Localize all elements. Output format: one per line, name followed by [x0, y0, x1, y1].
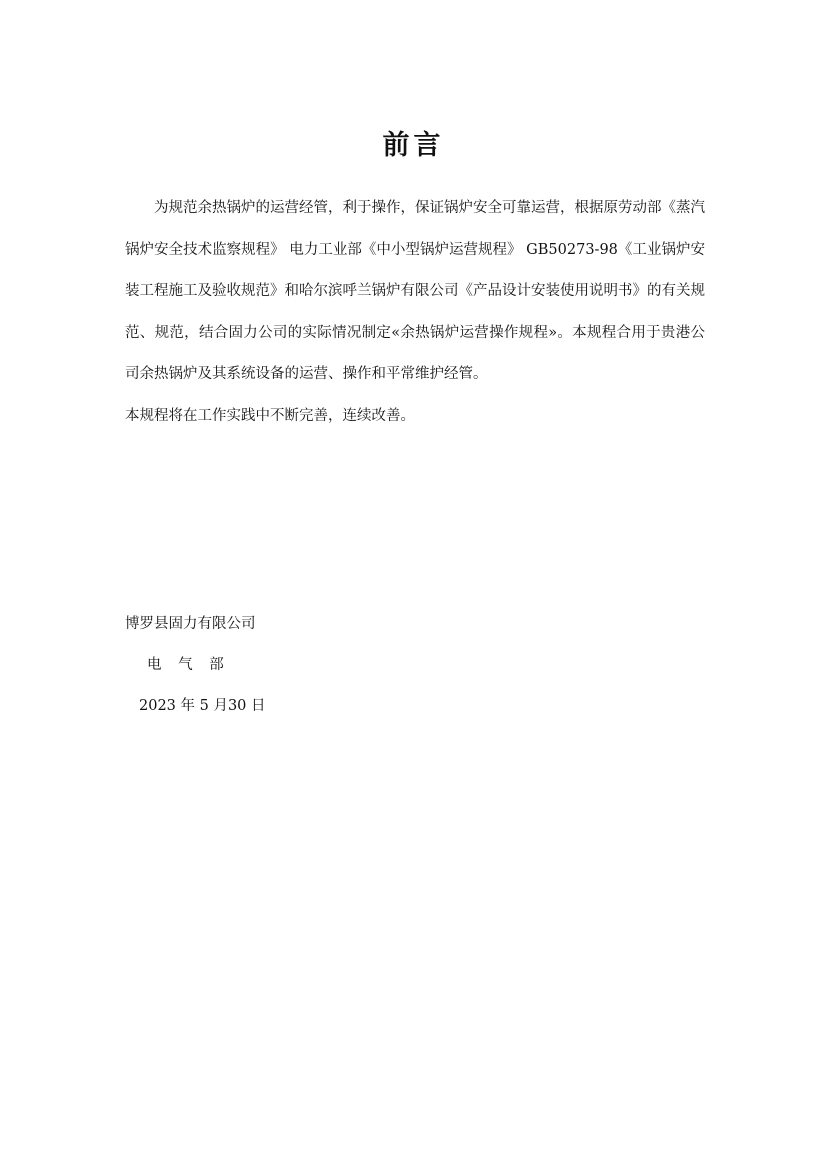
preface-body [125, 188, 705, 437]
signature-department: 电 气 部 [147, 657, 230, 673]
signature-date: 2023 年 5 月30 日 [139, 698, 266, 714]
paragraph-main: 为规范余热锅炉的运营经管，利于操作，保证锅炉安全可靠运营，根据原劳动部《蒸汽锅炉安全技术监察规程》 电力工业部《中小型锅炉运营规程》 GB50273-98《工业锅炉安装工程施工及验收规范》和哈尔滨呼兰锅炉有限公司《产品设计安装使用说明书》的有关规范、规范，结合固力公司的实际情况制定«余热锅炉运营操作规程»。本规程合用于贵港公司余热锅炉及其系统设备的运营、操作和平常维护经管。 [125, 200, 705, 382]
signature-block [125, 604, 266, 727]
paragraph-closing: 本规程将在工作实践中不断完善，连续改善。 [125, 407, 415, 424]
signature-company: 博罗县固力有限公司 [125, 616, 256, 632]
page-title: 前言 [382, 130, 445, 161]
